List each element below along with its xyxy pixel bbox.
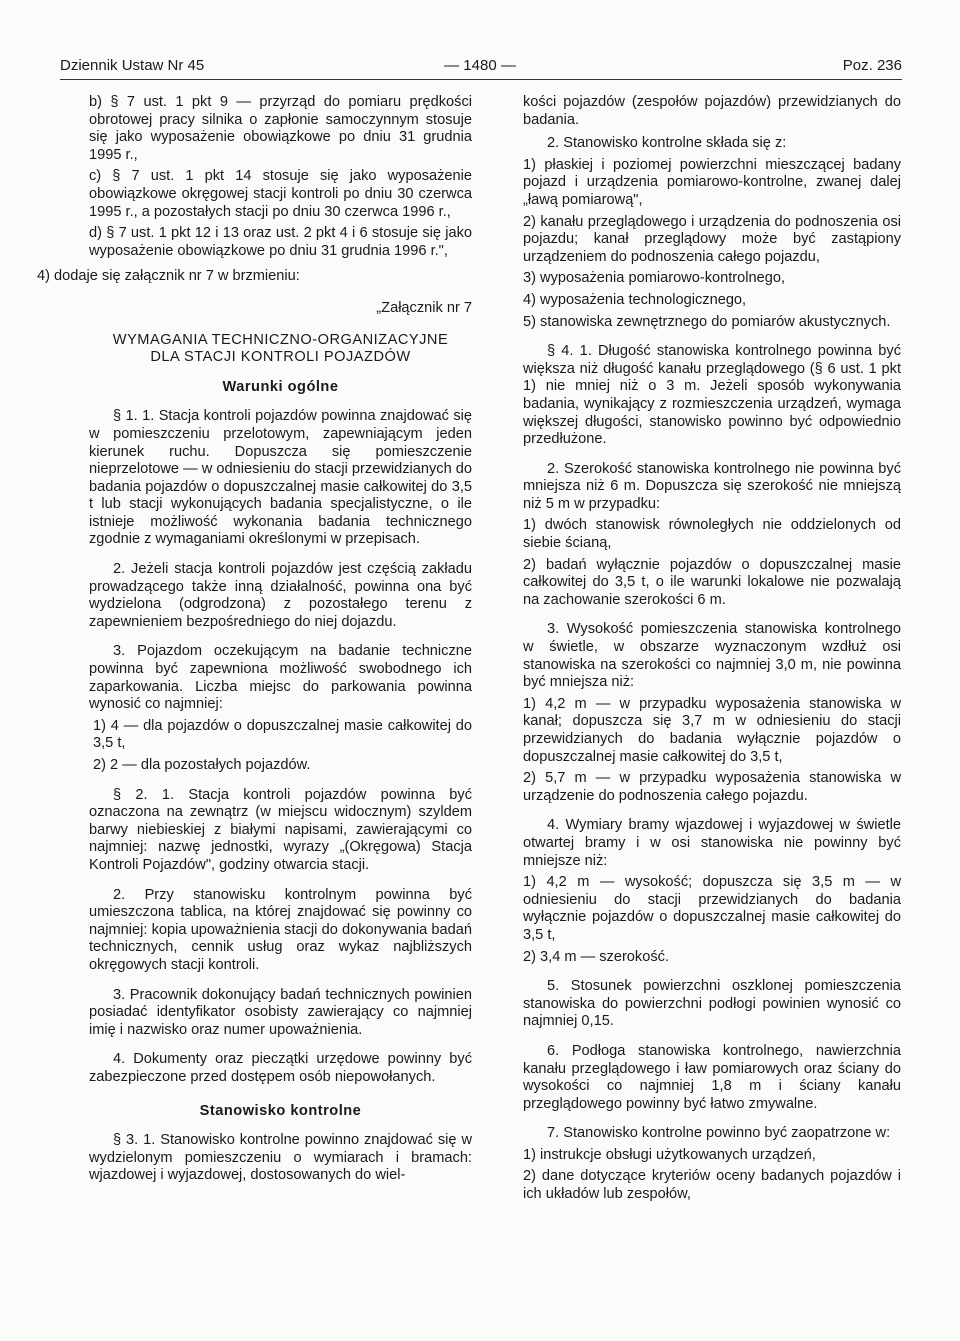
paragraph-2-1: § 2. 1. Stacja kontroli pojazdów powinna być oznaczona na zewnątrz (w miejscu widocznym) szyldem barwy niebieskiej z białymi napisami, zawierającymi co najmniej: nazwę jednostki, wyrazy „(Okręgowa) Stacja Kontroli Pojazdów", godziny otwarcia stacji. bbox=[89, 786, 472, 873]
section-heading-general: Warunki ogólne bbox=[222, 378, 339, 395]
paragraph-1-3-item-1: 1) 4 — dla pojazdów o dopuszczalnej masie całkowitej do 3,5 t, bbox=[93, 717, 472, 752]
paragraph-2-4: 4. Dokumenty oraz pieczątki urzędowe powinny być zabezpieczone przed dostępem osób niepowołanych. bbox=[89, 1051, 472, 1085]
paragraph-4-7: 7. Stanowisko kontrolne powinno być zaopatrzone w: bbox=[547, 1125, 891, 1142]
paragraph-4-6: 6. Podłoga stanowiska kontrolnego, nawierzchnia kanału przeglądowego i ław pomiarowych oraz ściany do wysokości co najmniej 1,8 m i ściany kanału przeglądowego powinny być łatwo zmywalne. bbox=[523, 1042, 901, 1112]
paragraph-4-7-item-1: 1) instrukcje obsługi użytkowanych urządzeń, bbox=[523, 1146, 816, 1163]
paragraph-3-2: 2. Stanowisko kontrolne składa się z: bbox=[547, 135, 787, 152]
paragraph-3-2-item-1: 1) płaskiej i poziomej powierzchni mieszczącej badany pojazd i urządzenia pomiarowo-kontrolne, zwanej dalej „ławą pomiarową", bbox=[523, 156, 901, 208]
section-heading-station: Stanowisko kontrolne bbox=[199, 1102, 362, 1119]
paragraph-4-4-item-1: 1) 4,2 m — wysokość; dopuszcza się 3,5 m — w odniesieniu do stacji przewidzianych do badania wyłącznie pojazdów o dopuszczalnej masie całkowitej do 3,5 t, bbox=[523, 874, 901, 943]
paragraph-4-1: § 4. 1. Długość stanowiska kontrolnego powinna być większa niż długość kanału przeglądowego (§ 6 ust. 1 pkt 1) nie mniej niż o 3 m. Jeżeli sposób wykonywania badania, wynikający z rozmieszczenia urządzeń, wymaga większej długości, stanowisko powinno być odpowiednio przedłużone. bbox=[523, 343, 901, 448]
title-line-1: WYMAGANIA TECHNICZNO-ORGANIZACYJNE bbox=[112, 331, 449, 348]
left-column bbox=[37, 94, 472, 1189]
paragraph-3-1-continued: kości pojazdów (zespołów pojazdów) przewidzianych do badania. bbox=[523, 94, 901, 128]
list-item-4: 4) dodaje się załącznik nr 7 w brzmieniu: bbox=[37, 268, 300, 285]
page-number: — 1480 — bbox=[444, 57, 516, 74]
paragraph-1-2: 2. Jeżeli stacja kontroli pojazdów jest częścią zakładu prowadzącego także inną działalność, powinna ona być wydzielona (odgrodzona) z pozostałego terenu z zapewnieniem bezpośredniego do niej dojazdu. bbox=[89, 561, 472, 630]
paragraph-1-1: § 1. 1. Stacja kontroli pojazdów powinna znajdować się w pomieszczeniu przelotowym, zapewniającym jeden kierunek ruchu. Dopuszcza się pomieszczenie nieprzelotowe — w odniesieniu do stacji przewidzianych do badania pojazdów o dopuszczalnej masie całkowitej do 3,5 t lub stacji wykonujących badania specjalistyczne, o ile istnieje możliwość wykonania badania technicznego zgodnie z wymaganiami określonymi w przepisach. bbox=[89, 408, 472, 548]
paragraph-4-4-item-2: 2) 3,4 m — szerokość. bbox=[523, 948, 669, 965]
right-column bbox=[523, 94, 901, 1208]
list-item-d: d) § 7 ust. 1 pkt 12 i 13 oraz ust. 2 pkt 4 i 6 stosuje się jako wyposażenie obowiązkowe po dniu 31 grudnia 1996 r.", bbox=[89, 225, 472, 259]
paragraph-4-2-item-1: 1) dwóch stanowisk równoległych nie oddzielonych od siebie ścianą, bbox=[523, 517, 901, 552]
paragraph-1-3-item-2: 2) 2 — dla pozostałych pojazdów. bbox=[93, 757, 311, 773]
paragraph-3-1: § 3. 1. Stanowisko kontrolne powinno znajdować się w wydzielonym pomieszczeniu o wymiarach i bramach: wjazdowej i wyjazdowej, dostosowanych do wiel- bbox=[89, 1132, 472, 1184]
paragraph-3-2-item-4: 4) wyposażenia technologicznego, bbox=[523, 291, 747, 308]
paragraph-1-3: 3. Pojazdom oczekującym na badanie techniczne powinna być zapewniona możliwość swobodnego ich zaparkowania. Liczba miejsc do parkowania powinna wynosić co najmniej: bbox=[89, 643, 472, 713]
list-item-c: c) § 7 ust. 1 pkt 14 stosuje się jako wyposażenie obowiązkowe okręgowej stacji kontroli po dniu 30 czerwca 1995 r., a pozostałych stacji po dniu 30 czerwca 1996 r., bbox=[89, 168, 472, 220]
list-item-b: b) § 7 ust. 1 pkt 9 — przyrząd do pomiaru prędkości obrotowej pracy silnika o zapłonie samoczynnym stosuje się jako wyposażenie obowiązkowe po dniu 31 grudnia 1995 r., bbox=[89, 94, 472, 163]
paragraph-2-2: 2. Przy stanowisku kontrolnym powinna być umieszczona tablica, na której znajdować się powinny co najmniej: kopia upoważnienia stacji do dokonywania badań technicznych, cennik usług oraz wykaz najbliższych okręgowych stacji kontroli. bbox=[89, 886, 472, 973]
paragraph-4-3-item-2: 2) 5,7 m — w przypadku wyposażenia stanowiska w urządzenie do podnoszenia całego pojazdu. bbox=[523, 770, 901, 804]
paragraph-4-2: 2. Szerokość stanowiska kontrolnego nie powinna być mniejsza niż 6 m. Dopuszcza się szerokość nie mniejszą niż 5 m w przypadku: bbox=[523, 460, 901, 512]
paragraph-3-2-item-3: 3) wyposażenia pomiarowo-kontrolnego, bbox=[523, 270, 786, 287]
paragraph-4-3-item-1: 1) 4,2 m — w przypadku wyposażenia stanowiska w kanał; dopuszcza się 3,7 m w odniesieniu do stacji przewidzianych do badania wyłącznie pojazdów o dopuszczalnej masie całkowitej do 3,5 t, bbox=[523, 695, 901, 765]
paragraph-2-3: 3. Pracownik dokonujący badań technicznych powinien posiadać identyfikator osobisty zawierający co najmniej imię i nazwisko oraz numer upoważnienia. bbox=[89, 986, 472, 1038]
paragraph-3-2-item-5: 5) stanowiska zewnętrznego do pomiarów akustycznych. bbox=[523, 313, 891, 330]
header-rule bbox=[60, 79, 902, 80]
paragraph-4-7-item-2: 2) dane dotyczące kryteriów oceny badanych pojazdów i ich układów lub zespołów, bbox=[523, 1168, 901, 1203]
title-line-2: DLA STACJI KONTROLI POJAZDÓW bbox=[150, 349, 411, 366]
paragraph-4-3: 3. Wysokość pomieszczenia stanowiska kontrolnego w świetle, w obszarze wyznaczonym wzdłuż osi stanowiska na szerokości co najmniej 3,0 m, nie powinna być mniejsza niż: bbox=[523, 621, 901, 691]
position-number: Poz. 236 bbox=[842, 57, 902, 74]
paragraph-4-4: 4. Wymiary bramy wjazdowej i wyjazdowej w świetle otwartej bramy i w osi stanowiska nie powinny być mniejsze niż: bbox=[523, 817, 901, 869]
paragraph-4-2-item-2: 2) badań wyłącznie pojazdów o dopuszczalnej masie całkowitej do 3,5 t, o ile warunki lokalowe nie pozwalają na zachowanie szerokości 6 m. bbox=[523, 556, 901, 608]
journal-name: Dziennik Ustaw Nr 45 bbox=[60, 57, 205, 74]
paragraph-3-2-item-2: 2) kanału przeglądowego i urządzenia do podnoszenia osi pojazdu; kanał przeglądowy może być zastąpiony urządzeniem do podnoszenia całego pojazdu, bbox=[523, 213, 901, 265]
paragraph-4-5: 5. Stosunek powierzchni oszklonej pomieszczenia stanowiska do powierzchni podłogi powinien wynosić co najmniej 0,15. bbox=[523, 978, 901, 1030]
attachment-label: „Załącznik nr 7 bbox=[376, 299, 472, 316]
